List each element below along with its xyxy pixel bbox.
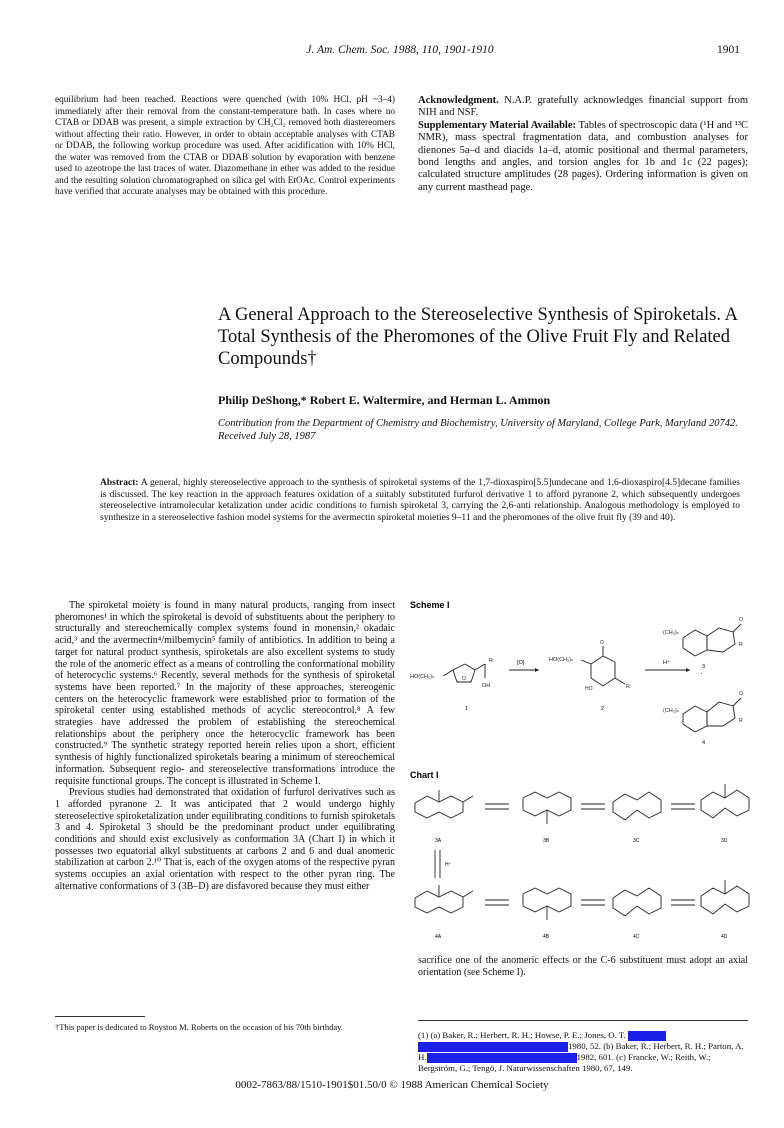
svg-text:O: O	[600, 640, 604, 646]
article-authors: Philip DeShong,* Robert E. Waltermire, and Herman L. Ammon	[218, 393, 551, 407]
body-paragraph-1: The spiroketal moiety is found in many natural products, ranging from insect pheromones¹ in which the spiroketal is devoid of substituents about the periphery to structurally and stereochemically complex systems found in monensin,² okadaic acid,³ and the avermectin⁴/milbemycin⁵ family of antibiotics. In addition to being a target for natural product synthesis, spiroketals are also excellent systems to study the role of the anomeric effect as a means of controlling the conformational mobility of heterocyclic systems.⁶ Recently, several methods for the synthesis of spiroketal systems have been reported.⁷ In the majority of these approaches, stereogenic centers on the heterocyclic framework were established prior to formation of the spiroketal center using established methods of acyclic stereocontrol.⁸ A few strategies have addressed the problem of establishing the stereochemical relationships about the periphery once the heterocyclic framework has been constructed.⁹ The synthetic strategy reported herein relies upon a short, efficient synthesis of highly functionalized spiroketals bearing a minimum of stereochemical information. Subsequent regio- and stereoselective transformations introduce the requisite functional groups. The concept is illustrated in Scheme I.	[55, 600, 395, 787]
body-paragraph-2: Previous studies had demonstrated that oxidation of furfurol derivatives such as 1 afforded pyranone 2. It was anticipated that 2 would undergo highly stereoselective spiroketalization under equilibrating conditions to furnish spiroketals 3 and 4. Spiroketal 3 should be the predominant product under equilibrating conditions and should exist exclusively as conformation 3A (Chart I) in which it possesses two equatorial alkyl substituents at carbons 2 and 6 and dual anomeric stabilization at carbon 2.¹⁰ That is, each of the oxygen atoms of the respective pyran systems occupies an axial orientation with respect to the other pyran ring. The alternative conformations of 3 (3B–D) are disfavored because they must either	[55, 787, 395, 892]
svg-text:(CH₂)ₙ: (CH₂)ₙ	[663, 708, 679, 714]
references-rule	[418, 1020, 748, 1021]
conformer-4b-label: 4B	[543, 934, 550, 940]
abstract-text: A general, highly stereoselective approach to the synthesis of spiroketal systems of the 1,7-dioxaspiro[5.5]undecane and 1,6-dioxaspiro[4.5]decane families is discussed. The key reaction in the approach features oxidation of a suitably substituted furfurol derivative 1 to afford pyranone 2, which subsequently undergoes stereoselective intramolecular ketalization under acidic conditions to furnish spiroketal 3, carrying the 2,6-anti relationship. Analogous methodology is employed to synthesize in a stereoselective fashion model systems for the avermectin spiroketal moieties 9–11 and the pheromones of the olive fruit fly (39 and 40).	[100, 478, 740, 523]
svg-text:R: R	[739, 642, 743, 648]
dedication-footnote: †This paper is dedicated to Royston M. Roberts on the occasion of his 70th birthday.	[55, 1022, 343, 1032]
redaction-block	[427, 1053, 577, 1063]
abstract-label: Abstract:	[100, 478, 139, 488]
compound-3-structure	[663, 617, 743, 656]
svg-text:O: O	[462, 676, 466, 682]
page-number: 1901	[717, 44, 740, 56]
article-title: A General Approach to the Stereoselective Synthesis of Spiroketals. A Total Synthesis of the Pheromones of the Olive Fruit Fly and Related Compounds†	[218, 305, 737, 369]
svg-text:(CH₂)ₙ: (CH₂)ₙ	[663, 630, 679, 636]
conformer-3d-label: 3D	[721, 838, 728, 844]
chart-label: Chart I	[410, 770, 439, 780]
reference-line-1: (1) (a) Baker, R.; Herbert, R. H.; Howse, P. E.; Jones, O. T.	[418, 1030, 748, 1041]
references	[418, 1030, 748, 1073]
conformer-4d-label: 4D	[721, 934, 728, 940]
acknowledgment-heading: Acknowledgment.	[418, 95, 499, 106]
compound-3-label: 3	[702, 664, 706, 670]
redaction-block	[628, 1031, 666, 1041]
svg-text:HO: HO	[585, 686, 593, 692]
svg-text:R: R	[626, 684, 630, 690]
vertical-equilibrium-arrow	[435, 850, 440, 878]
scheme-figure	[405, 598, 755, 948]
svg-text:R: R	[489, 658, 493, 664]
conformer-3a-label: 3A	[435, 838, 442, 844]
conformer-3b-label: 3B	[543, 838, 550, 844]
svg-text:O: O	[739, 691, 743, 697]
compound-4-label: 4	[702, 740, 706, 746]
abstract	[100, 478, 740, 524]
footnote-rule	[55, 1016, 145, 1017]
supplementary-text: Tables of spectroscopic data (¹H and ¹³C NMR), mass spectral fragmentation data, and combustion analyses for dienones 5a–d and diacids 1a–d, atomic positional and thermal parameters, bond lengths and angles, and torsion angles for 1b and 1c (22 pages); calculated structure amplitudes (28 pages). Ordering information is given on any current masthead page.	[418, 119, 749, 193]
compound-2-label: 2	[601, 706, 605, 712]
redaction-block	[418, 1042, 568, 1052]
svg-text:OH: OH	[482, 683, 491, 689]
body-column-left	[55, 600, 395, 893]
page-footer: 0002-7863/88/1510-1901$01.50/0 © 1988 American Chemical Society	[235, 1079, 549, 1091]
supplementary-material	[418, 120, 748, 194]
compound-1-label: 1	[465, 706, 469, 712]
svg-text:HO(CH₂)ₙ: HO(CH₂)ₙ	[549, 657, 574, 663]
reagent-acid: H⁺	[663, 660, 670, 666]
svg-text:R: R	[739, 718, 743, 724]
acknowledgment	[418, 95, 748, 120]
article-affiliation: Contribution from the Department of Chemistry and Biochemistry, University of Maryland, College Park, Maryland 20742. Received July 28, 1987	[218, 418, 738, 442]
acknowledgment-text: N.A.P. gratefully acknowledges financial support from NIH and NSF.	[418, 95, 749, 119]
scheme-label: Scheme I	[410, 600, 450, 610]
conformer-4a-label: 4A	[435, 934, 442, 940]
vertical-reagent: H⁺	[445, 862, 452, 868]
experimental-text: equilibrium had been reached. Reactions were quenched (with 10% HCl, pH ~3–4) immediately after their removal from the constant-temperature bath. In cases where no CTAB or DDAB was present, a simple extraction by CH₂Cl₂ removed both diastereomers without affecting their ratio. However, in order to obtain acceptable analyses with CTAB or DDAB, the following workup procedure was used. After acidification with 10% HCl, the water was removed from the CTAB or DDAB solution by evaporation with benzene used to azeotrope the last traces of water. Diazomethane in ether was added to the residue and the resulting solution chromatographed on silica gel with EtOAc. Control experiments have verified that accurate analyses may be obtained with this procedure.	[55, 95, 395, 197]
supplementary-heading: Supplementary Material Available:	[418, 119, 577, 131]
right-top-section	[418, 95, 748, 194]
plus-sign: ·	[700, 669, 703, 678]
svg-text:O: O	[739, 617, 743, 623]
svg-text:HO(CH₂)ₙ: HO(CH₂)ₙ	[410, 674, 435, 680]
reference-line-3: H. 1982, 601. (c) Francke, W.; Reith, W.;	[418, 1051, 711, 1062]
conformer-3c-label: 3C	[633, 838, 640, 844]
left-top-paragraph	[55, 95, 395, 199]
right-column-text: sacrifice one of the anomeric effects or the C-6 substituent must adopt an axial orientation (see Scheme I).	[418, 955, 748, 978]
reference-line-2: 1980, 52. (b) Baker, R.; Herbert, R. H.; Parton, A.	[418, 1041, 748, 1052]
journal-citation: J. Am. Chem. Soc. 1988, 110, 1901-1910	[306, 44, 494, 56]
compound-1-structure	[410, 658, 493, 689]
reagent-oxidation: [O]	[517, 660, 525, 666]
chart-row-3	[415, 784, 749, 824]
compound-4-structure	[663, 691, 743, 732]
reference-line-4: Bergström, G.; Tengö, J. Naturwissenschaften 1980, 67, 149.	[418, 1062, 633, 1073]
conformer-4c-label: 4C	[633, 934, 640, 940]
chart-row-4	[415, 880, 749, 920]
compound-2-structure	[549, 640, 630, 692]
